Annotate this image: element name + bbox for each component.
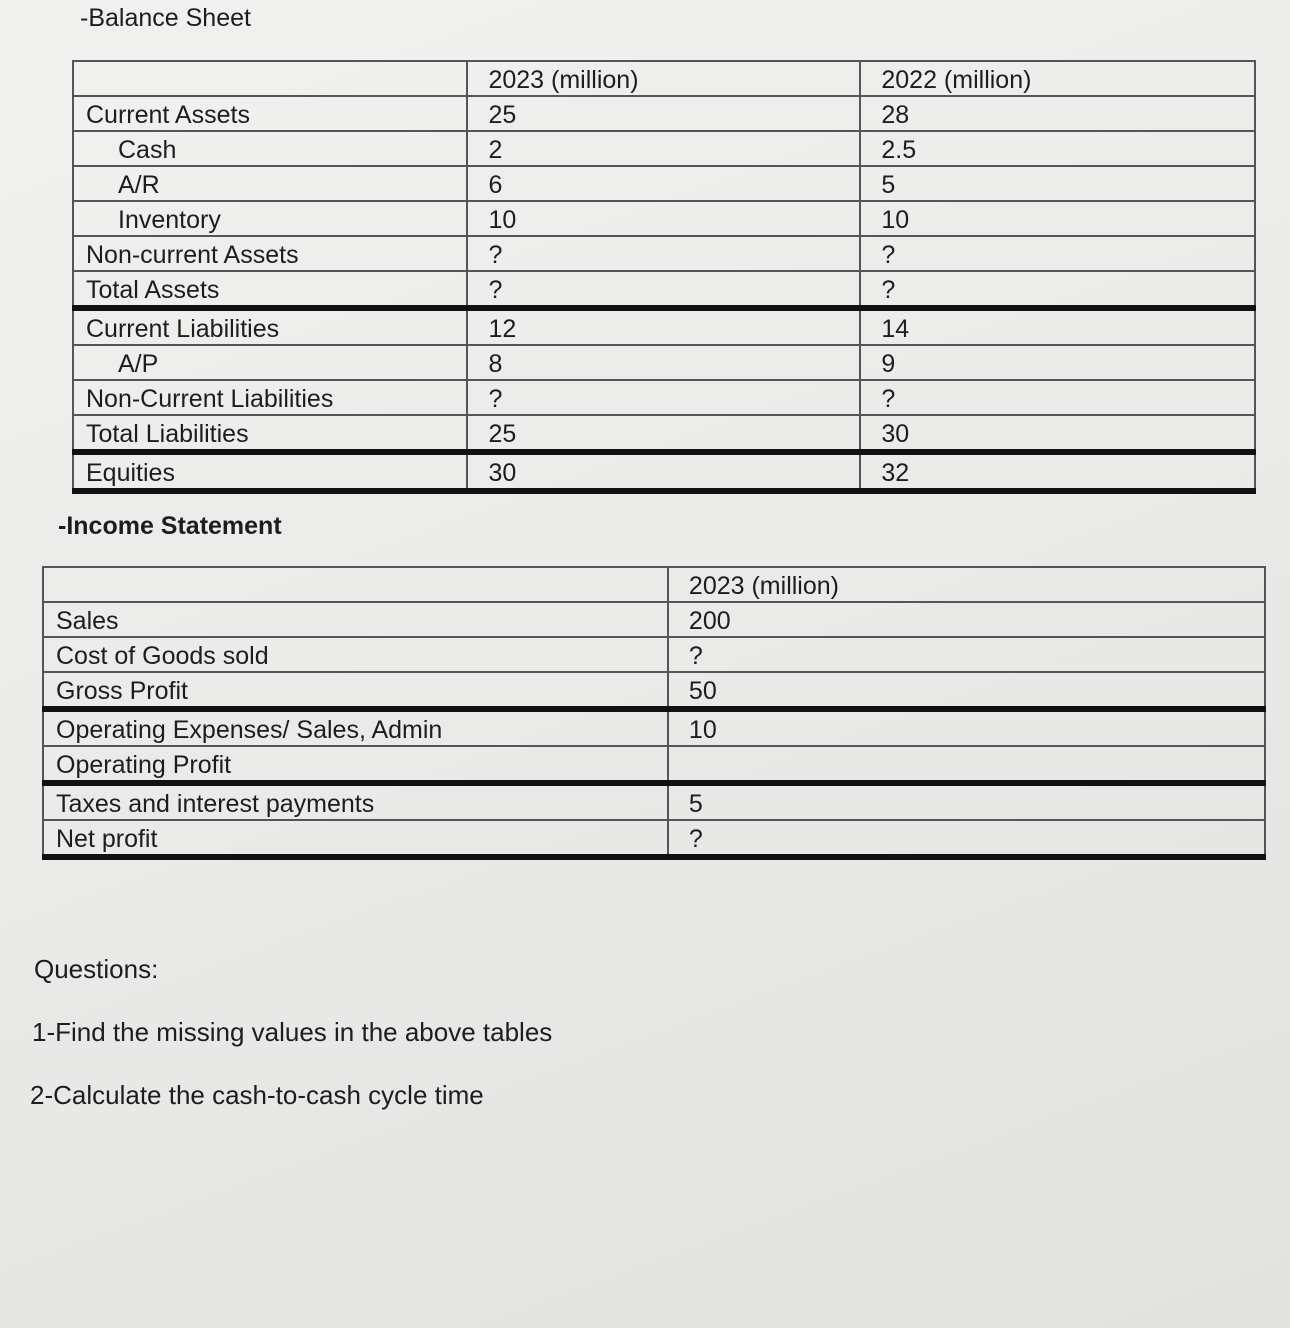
row-label: Non-current Assets bbox=[73, 236, 467, 271]
table-row bbox=[73, 415, 1255, 452]
table-row bbox=[73, 380, 1255, 415]
value-2023: ? bbox=[467, 236, 860, 271]
row-label: Net profit bbox=[43, 820, 668, 857]
table-row bbox=[43, 820, 1265, 857]
value-2023: 200 bbox=[668, 602, 1265, 637]
row-label: A/R bbox=[73, 166, 467, 201]
table-row bbox=[73, 201, 1255, 236]
row-label: A/P bbox=[73, 345, 467, 380]
value-2022: 9 bbox=[860, 345, 1255, 380]
value-2023: 50 bbox=[668, 672, 1265, 709]
table-row bbox=[73, 166, 1255, 201]
value-2023 bbox=[668, 746, 1265, 783]
value-2023: 5 bbox=[668, 783, 1265, 820]
header-cell-2023: 2023 (million) bbox=[467, 61, 860, 96]
row-label: Equities bbox=[73, 452, 467, 491]
question-2: 2-Calculate the cash-to-cash cycle time bbox=[30, 1080, 484, 1110]
questions-heading: Questions: bbox=[34, 954, 159, 984]
row-label: Total Assets bbox=[73, 271, 467, 308]
question-1: 1-Find the missing values in the above tables bbox=[32, 1017, 553, 1047]
header-cell-label bbox=[73, 61, 467, 96]
row-label: Gross Profit bbox=[43, 672, 668, 709]
value-2023: 10 bbox=[668, 709, 1265, 746]
value-2022: 28 bbox=[860, 96, 1255, 131]
value-2022: 2.5 bbox=[860, 131, 1255, 166]
value-2022: 14 bbox=[860, 308, 1255, 345]
row-label: Operating Expenses/ Sales, Admin bbox=[43, 709, 668, 746]
balance-sheet-title: -Balance Sheet bbox=[80, 4, 251, 32]
value-2023: ? bbox=[467, 271, 860, 308]
table-row bbox=[73, 236, 1255, 271]
value-2023: ? bbox=[467, 380, 860, 415]
table-row bbox=[73, 308, 1255, 345]
income-statement-title: -Income Statement bbox=[58, 512, 282, 540]
value-2022: ? bbox=[860, 236, 1255, 271]
value-2022: ? bbox=[860, 380, 1255, 415]
income-statement-table bbox=[42, 566, 1266, 860]
row-label: Non-Current Liabilities bbox=[73, 380, 467, 415]
value-2023: 8 bbox=[467, 345, 860, 380]
value-2023: 6 bbox=[467, 166, 860, 201]
value-2023: 25 bbox=[467, 415, 860, 452]
value-2023: ? bbox=[668, 820, 1265, 857]
value-2022: 30 bbox=[860, 415, 1255, 452]
table-row bbox=[43, 709, 1265, 746]
row-label: Operating Profit bbox=[43, 746, 668, 783]
row-label: Sales bbox=[43, 602, 668, 637]
table-row bbox=[73, 345, 1255, 380]
row-label: Cost of Goods sold bbox=[43, 637, 668, 672]
value-2023: 2 bbox=[467, 131, 860, 166]
value-2022: 10 bbox=[860, 201, 1255, 236]
value-2023: 10 bbox=[467, 201, 860, 236]
table-header-row bbox=[43, 567, 1265, 602]
value-2023: 12 bbox=[467, 308, 860, 345]
table-row bbox=[43, 672, 1265, 709]
row-label: Current Assets bbox=[73, 96, 467, 131]
table-row bbox=[73, 96, 1255, 131]
value-2022: 32 bbox=[860, 452, 1255, 491]
table-row bbox=[43, 602, 1265, 637]
table-row bbox=[43, 637, 1265, 672]
table-row bbox=[43, 746, 1265, 783]
header-cell-2022: 2022 (million) bbox=[860, 61, 1255, 96]
table-row bbox=[73, 271, 1255, 308]
header-cell-label bbox=[43, 567, 668, 602]
row-label: Cash bbox=[73, 131, 467, 166]
row-label: Total Liabilities bbox=[73, 415, 467, 452]
row-label: Taxes and interest payments bbox=[43, 783, 668, 820]
table-row bbox=[73, 131, 1255, 166]
value-2023: 25 bbox=[467, 96, 860, 131]
balance-sheet-table bbox=[72, 60, 1256, 494]
header-cell-2023: 2023 (million) bbox=[668, 567, 1265, 602]
table-row bbox=[73, 452, 1255, 491]
value-2022: ? bbox=[860, 271, 1255, 308]
row-label: Current Liabilities bbox=[73, 308, 467, 345]
value-2023: ? bbox=[668, 637, 1265, 672]
table-header-row bbox=[73, 61, 1255, 96]
value-2022: 5 bbox=[860, 166, 1255, 201]
row-label: Inventory bbox=[73, 201, 467, 236]
table-row bbox=[43, 783, 1265, 820]
value-2023: 30 bbox=[467, 452, 860, 491]
